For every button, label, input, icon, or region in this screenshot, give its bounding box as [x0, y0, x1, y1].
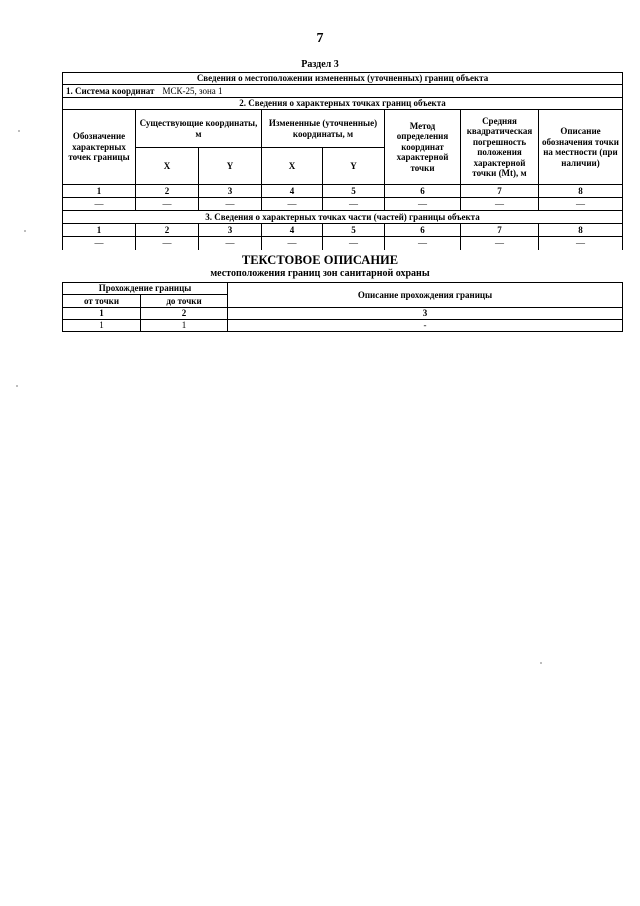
header-boundary-description: Описание прохождения границы — [228, 283, 623, 308]
header-description: Описание обозначения точки на местности (при наличии) — [539, 110, 623, 185]
table-title: Сведения о местоположении измененных (уточненных) границ объекта — [63, 73, 623, 85]
column-number: 3 — [199, 185, 262, 198]
header-designation: Обозначение характерных точек границы — [63, 110, 136, 185]
text-description-subtitle: местоположения границ зон санитарной охраны — [210, 268, 430, 279]
column-number: 3 — [199, 224, 262, 237]
table-cell: — — [199, 237, 262, 250]
table-cell: — — [63, 198, 136, 211]
table-row — [63, 320, 623, 332]
column-number: 6 — [385, 185, 461, 198]
header-changed-x: X — [262, 148, 323, 185]
column-number: 2 — [141, 308, 228, 320]
coordinate-system-row — [63, 85, 623, 98]
coordinate-system-label: 1. Система координат — [66, 85, 155, 96]
header-changed-coordinates: Измененные (уточненные) координаты, м — [262, 110, 385, 148]
column-number: 3 — [228, 308, 623, 320]
column-number: 5 — [323, 185, 385, 198]
table-cell: — — [262, 237, 323, 250]
header-changed-y: Y — [323, 148, 385, 185]
table-row — [63, 237, 623, 250]
table-cell: 1 — [63, 320, 141, 332]
table-cell: — — [262, 198, 323, 211]
table-cell: — — [63, 237, 136, 250]
table-cell: — — [539, 198, 623, 211]
table-cell: — — [539, 237, 623, 250]
boundary-points-table — [62, 72, 623, 250]
table-cell: — — [323, 198, 385, 211]
header-boundary-passage: Прохождение границы — [63, 283, 228, 295]
scan-speck — [24, 230, 26, 232]
header-method: Метод определения координат характерной точки — [385, 110, 461, 185]
column-number: 4 — [262, 185, 323, 198]
column-number: 2 — [136, 224, 199, 237]
header-accuracy: Средняя квадратическая погрешность положения характерной точки (Mt), м — [461, 110, 539, 185]
header-existing-y: Y — [199, 148, 262, 185]
header-existing-coordinates: Существующие координаты, м — [136, 110, 262, 148]
column-number: 6 — [385, 224, 461, 237]
column-number: 8 — [539, 185, 623, 198]
page-number: 7 — [316, 31, 324, 46]
header-to-point: до точки — [141, 295, 228, 308]
table-row — [63, 198, 623, 211]
scan-speck — [16, 385, 18, 387]
column-number: 7 — [461, 224, 539, 237]
column-number: 5 — [323, 224, 385, 237]
column-number: 2 — [136, 185, 199, 198]
text-description-title: ТЕКСТОВОЕ ОПИСАНИЕ — [241, 253, 399, 267]
coordinate-system-value: МСК-25, зона 1 — [162, 85, 223, 96]
section-title: Раздел 3 — [301, 59, 339, 70]
boundary-description-table — [62, 282, 623, 332]
column-number: 1 — [63, 224, 136, 237]
table-cell: - — [228, 320, 623, 332]
table-cell: — — [136, 237, 199, 250]
column-number: 7 — [461, 185, 539, 198]
column-number: 8 — [539, 224, 623, 237]
table-cell: — — [461, 237, 539, 250]
table-cell: 1 — [141, 320, 228, 332]
table-cell: — — [385, 198, 461, 211]
scan-speck — [540, 662, 542, 664]
subsection-title: 3. Сведения о характерных точках части (частей) границы объекта — [63, 211, 623, 224]
column-number: 1 — [63, 308, 141, 320]
table-cell: — — [385, 237, 461, 250]
scan-speck — [18, 130, 20, 132]
table-cell: — — [323, 237, 385, 250]
subsection-title: 2. Сведения о характерных точках границ объекта — [63, 98, 623, 110]
column-number: 1 — [63, 185, 136, 198]
header-from-point: от точки — [63, 295, 141, 308]
header-existing-x: X — [136, 148, 199, 185]
table-cell: — — [461, 198, 539, 211]
table-cell: — — [199, 198, 262, 211]
table-cell: — — [136, 198, 199, 211]
column-number: 4 — [262, 224, 323, 237]
